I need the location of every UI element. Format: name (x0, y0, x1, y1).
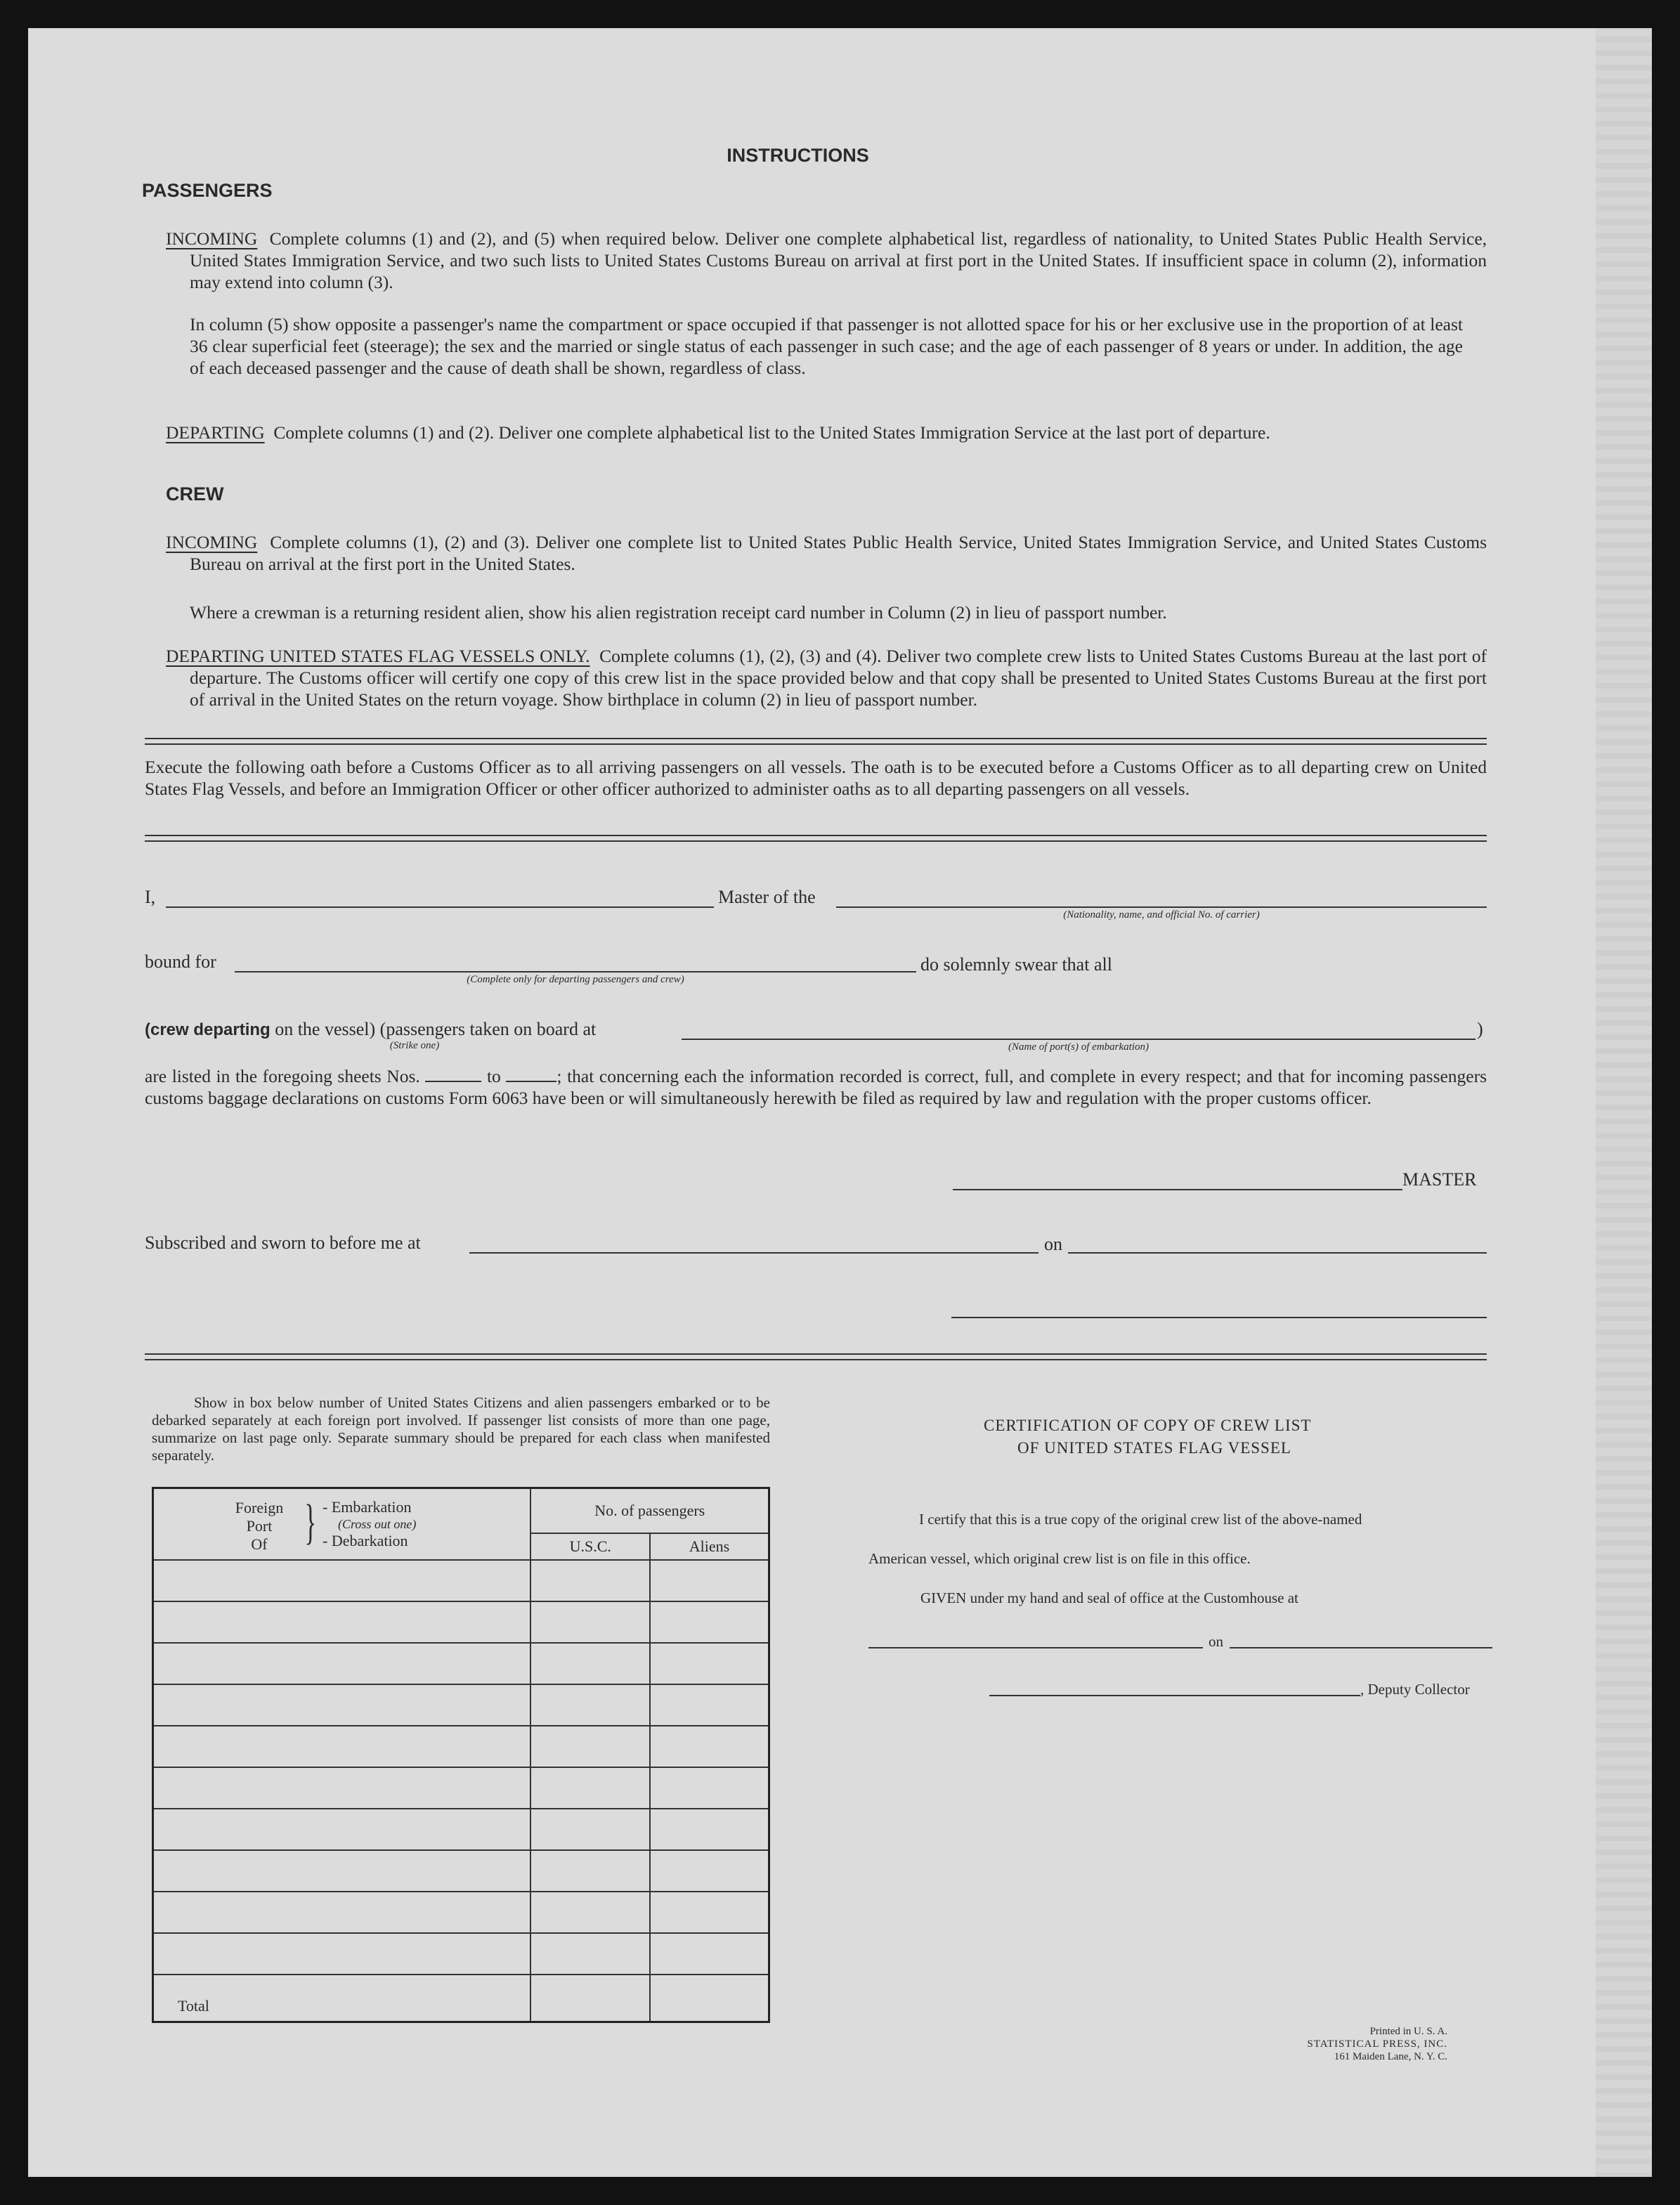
embark-option: - Embarkation (323, 1498, 412, 1516)
sworn-location-line[interactable] (469, 1252, 1038, 1254)
debark-option: - Debarkation (323, 1532, 408, 1549)
passenger-summary-table (152, 1487, 770, 2023)
bound-for-label: bound for (145, 951, 216, 972)
instructions-title: INSTRUCTIONS (727, 145, 869, 166)
strike-caption: (Strike one) (389, 1040, 440, 1051)
certification-on-label: on (1209, 1633, 1223, 1650)
subscribed-label: Subscribed and sworn to before me at (145, 1232, 421, 1253)
port-cell[interactable] (153, 1601, 531, 1643)
summary-instruction: Show in box below number of United States Citizens and alien passengers embarked or to be debarked separately at each foreign port involved. If passenger list consists of more than one page, summarize on last page only. Separate summary should be prepared for each class when manifested separately. (152, 1394, 770, 1464)
passengers-departing-paragraph (166, 422, 1487, 443)
master-signature-line[interactable] (953, 1189, 1402, 1190)
bleed-through-margin (1596, 28, 1652, 2177)
on-vessel-text: on the vessel) (275, 1019, 376, 1039)
bound-for-line[interactable] (235, 971, 916, 973)
listed-paragraph (145, 1065, 1487, 1109)
oath-i-label: I, (145, 887, 156, 907)
swear-label: do solemnly swear that all (920, 954, 1112, 975)
port-cell[interactable] (153, 1767, 531, 1809)
port-header (153, 1488, 531, 1561)
usc-cell[interactable] (530, 1933, 650, 1975)
aliens-cell[interactable] (650, 1892, 769, 1933)
printer-line-3: 161 Maiden Lane, N. Y. C. (1334, 2051, 1447, 2062)
crew-departing-strike (145, 1019, 596, 1040)
divider-2 (145, 835, 1487, 842)
cross-out-note: (Cross out one) (338, 1517, 417, 1531)
aliens-cell[interactable] (650, 1684, 769, 1726)
passengers-taken-text: (passengers taken on board at (379, 1019, 597, 1039)
port-cell[interactable] (153, 1850, 531, 1892)
port-caption: (Name of port(s) of embarkation) (1008, 1041, 1149, 1053)
table-row (153, 1850, 769, 1892)
aliens-cell[interactable] (650, 1643, 769, 1684)
passengers-incoming-paragraph (166, 228, 1487, 293)
usc-cell[interactable] (530, 1560, 650, 1601)
oath-note: Execute the following oath before a Customs Officer as to all arriving passengers on all vessels. The oath is to be executed before a Customs Officer as to all departing crew on United States Flag Vessels, and before an Immigration Officer or other officer authorized to administer oaths as to all departing passengers on all vessels. (145, 757, 1487, 799)
divider-3 (145, 1353, 1487, 1360)
certify-line-1: I certify that this is a true copy of the original crew list of the above-named (919, 1511, 1362, 1528)
printer-line-1: Printed in U. S. A. (1369, 2026, 1447, 2037)
divider-1 (145, 738, 1487, 745)
crew-incoming-text: Complete columns (1), (2) and (3). Deliver one complete list to United States Public Health Service, United States Immigration Service, and United States Customs Bureau on arrival at the first port in the United States. (190, 532, 1487, 574)
table-row (153, 1892, 769, 1933)
listed-prefix: are listed in the foregoing sheets Nos. (145, 1066, 420, 1086)
table-row (153, 1767, 769, 1809)
crew-heading: CREW (166, 483, 224, 505)
aliens-cell[interactable] (650, 1601, 769, 1643)
port-header-line-3: Of (251, 1535, 268, 1553)
aliens-cell[interactable] (650, 1809, 769, 1850)
aliens-cell[interactable] (650, 1850, 769, 1892)
total-usc-cell[interactable] (530, 1975, 650, 2022)
sworn-date-line[interactable] (1068, 1252, 1487, 1254)
close-paren: ) (1477, 1019, 1483, 1039)
listed-text: ; that concerning each the information recorded is correct, full, and complete in every respect; and that for incoming passengers customs baggage declarations on customs Form 6063 have been or will simultaneously herewith be filed as required by law and regulation with the proper customs officer. (145, 1066, 1487, 1108)
passengers-incoming-label: INCOMING (166, 228, 258, 249)
usc-cell[interactable] (530, 1643, 650, 1684)
aliens-header: Aliens (650, 1533, 769, 1560)
port-cell[interactable] (153, 1560, 531, 1601)
table-row (153, 1684, 769, 1726)
certification-title-1: CERTIFICATION OF COPY OF CREW LIST (984, 1417, 1312, 1434)
table-row (153, 1643, 769, 1684)
to-label: to (486, 1066, 501, 1086)
port-cell[interactable] (153, 1933, 531, 1975)
master-label: MASTER (1402, 1169, 1477, 1190)
usc-cell[interactable] (530, 1726, 650, 1767)
crew-incoming-paragraph (166, 531, 1487, 575)
port-header-line-1: Foreign (235, 1499, 284, 1516)
deputy-signature-line[interactable] (989, 1695, 1360, 1696)
usc-cell[interactable] (530, 1767, 650, 1809)
usc-cell[interactable] (530, 1684, 650, 1726)
table-row (153, 1933, 769, 1975)
aliens-cell[interactable] (650, 1560, 769, 1601)
total-aliens-cell[interactable] (650, 1975, 769, 2022)
usc-cell[interactable] (530, 1850, 650, 1892)
crew-resident-paragraph: Where a crewman is a returning resident alien, show his alien registration receipt card number in Column (2) in lieu of passport number. (190, 602, 1167, 623)
passengers-heading: PASSENGERS (142, 180, 273, 201)
passengers-departing-text: Complete columns (1) and (2). Deliver one complete alphabetical list to the United States Immigration Service at the last port of departure. (273, 422, 1270, 443)
master-of-label: Master of the (718, 887, 816, 907)
sheet-from-line[interactable] (425, 1068, 481, 1082)
aliens-cell[interactable] (650, 1933, 769, 1975)
table-row (153, 1560, 769, 1601)
crew-departing-paragraph (166, 645, 1487, 710)
table-row (153, 1726, 769, 1767)
printer-imprint (1237, 2025, 1447, 2063)
usc-header: U.S.C. (530, 1533, 650, 1560)
port-cell[interactable] (153, 1892, 531, 1933)
aliens-cell[interactable] (650, 1767, 769, 1809)
given-text: GIVEN under my hand and seal of office at the Customhouse at (920, 1589, 1298, 1606)
port-cell[interactable] (153, 1684, 531, 1726)
table-row (153, 1809, 769, 1850)
total-label: Total (153, 1975, 531, 2022)
usc-cell[interactable] (530, 1892, 650, 1933)
brace-glyph: } (304, 1495, 317, 1549)
port-cell[interactable] (153, 1643, 531, 1684)
master-name-line[interactable] (166, 906, 714, 908)
usc-cell[interactable] (530, 1809, 650, 1850)
bound-caption: (Complete only for departing passengers and crew) (467, 974, 684, 985)
port-cell[interactable] (153, 1809, 531, 1850)
certification-title-2: OF UNITED STATES FLAG VESSEL (1017, 1439, 1291, 1457)
deputy-collector-label: , Deputy Collector (1360, 1681, 1470, 1698)
total-row (153, 1975, 769, 2022)
port-cell[interactable] (153, 1726, 531, 1767)
column5-paragraph: In column (5) show opposite a passenger's name the compartment or space occupied if that passenger is not allotted space for his or her exclusive use in the proportion of at least 36 clear superficial feet (steerage); the sex and the married or single status of each passenger in such case; and the age of each passenger of 8 years or under. In addition, the age of each deceased passenger and the cause of death shall be shown, regardless of class. (190, 314, 1463, 378)
form-page (28, 28, 1652, 2177)
passengers-incoming-text: Complete columns (1) and (2), and (5) when required below. Deliver one complete alphabetical list, regardless of nationality, to United States Public Health Service, United States Immigration Service, and two such lists to United States Customs Bureau on arrival at first port in the United States. If insufficient space in column (2), information may extend into column (3). (190, 228, 1487, 292)
printer-line-2: STATISTICAL PRESS, INC. (1307, 2038, 1447, 2050)
crew-incoming-label: INCOMING (166, 532, 258, 552)
carrier-caption: (Nationality, name, and official No. of carrier) (1063, 909, 1260, 921)
passengers-departing-label: DEPARTING (166, 422, 265, 443)
certification-date-line[interactable] (1230, 1647, 1492, 1648)
port-header-line-2: Port (246, 1517, 273, 1535)
usc-cell[interactable] (530, 1601, 650, 1643)
carrier-line[interactable] (836, 906, 1487, 908)
table-row (153, 1601, 769, 1643)
crew-departing-label: DEPARTING UNITED STATES FLAG VESSELS ONLY. (166, 646, 590, 666)
sworn-on-label: on (1044, 1234, 1062, 1254)
crew-departing-text: Complete columns (1), (2), (3) and (4). Deliver two complete crew lists to United States Customs Bureau at the last port of departure. The Customs officer will certify one copy of this crew list in the space provided below and that copy shall be presented to United States Customs Bureau at the first port of arrival in the United States on the return voyage. Show birthplace in column (2) in lieu of passport number. (190, 646, 1487, 710)
customhouse-line[interactable] (868, 1647, 1203, 1648)
crew-departing-option: (crew departing (145, 1020, 271, 1039)
embarkation-port-line[interactable] (682, 1039, 1476, 1040)
aliens-cell[interactable] (650, 1726, 769, 1767)
officer-signature-line[interactable] (951, 1317, 1487, 1318)
sheet-to-line[interactable] (506, 1068, 556, 1082)
certify-line-2: American vessel, which original crew list is on file in this office. (868, 1550, 1251, 1567)
no-passengers-header: No. of passengers (530, 1488, 769, 1534)
